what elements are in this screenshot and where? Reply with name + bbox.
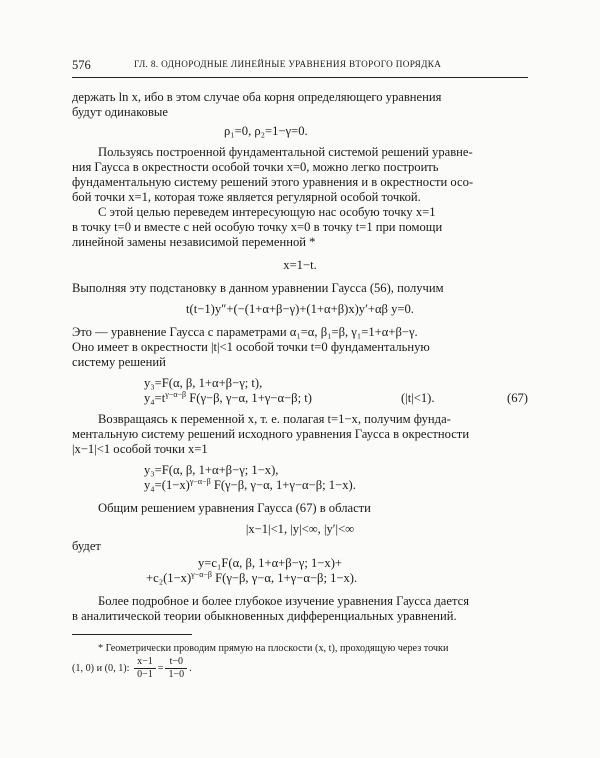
period: . xyxy=(189,662,192,674)
text-line: |x−1|<1 особой точки x=1 xyxy=(72,442,208,456)
eq-exponent: γ−α−β xyxy=(165,390,187,399)
fraction-denominator: 0−1 xyxy=(137,669,153,680)
equation-y4-t xyxy=(72,391,528,406)
text-line: систему решений xyxy=(72,355,166,369)
text-line: держать ln x, ибо в этом случае оба корня определяющего уравнения xyxy=(72,90,442,104)
page-number: 576 xyxy=(72,58,91,72)
equation-region: |x−1|<1, |y|<∞, |y′|<∞ xyxy=(245,522,355,536)
text-line: в аналитической теории обыкновенных дифференциальных уравнений. xyxy=(72,609,457,623)
footnote-rule xyxy=(72,634,192,635)
eq-part: y₄=t xyxy=(144,391,166,405)
text-line: Выполняя эту подстановку в данном уравнении Гаусса (56), получим xyxy=(72,281,444,295)
text-line: Возвращаясь к переменной x, т. е. полагая t=1−x, получим фунда- xyxy=(98,412,451,426)
fraction xyxy=(165,656,187,681)
fraction-numerator: t−0 xyxy=(165,656,187,669)
equation-number: (67) xyxy=(507,391,528,405)
text-line: будет xyxy=(72,539,101,553)
fraction-numerator: x−1 xyxy=(134,656,156,669)
equals-sign: = xyxy=(157,662,164,674)
equation-substitution: x=1−t. xyxy=(283,258,317,272)
text-line: фундаментальную систему решений этого уравнения и в окрестности осо- xyxy=(72,175,474,189)
eq-part: y₄=(1−x) xyxy=(144,478,190,492)
equation-y3-t: y₃=F(α, β, 1+α+β−γ; t), xyxy=(144,376,263,390)
running-title: ГЛ. 8. ОДНОРОДНЫЕ ЛИНЕЙНЫЕ УРАВНЕНИЯ ВТОРОГО ПОРЯДКА xyxy=(134,59,442,69)
footnote-line: * Геометрически проводим прямую на плоскости (x, t), проходящую через точки xyxy=(98,643,449,654)
fraction-denominator: 1−0 xyxy=(168,669,185,680)
eq-part: F(γ−β, γ−α, 1+γ−α−β; 1−x). xyxy=(212,571,358,585)
text-line: Это — уравнение Гаусса с параметрами α₁=α, β₁=β, γ₁=1+α+β−γ. xyxy=(72,325,418,339)
page-header xyxy=(72,58,528,78)
text-line: ния Гаусса в окрестности особой точки x=0, можно легко построить xyxy=(72,160,439,174)
equation-y4-x xyxy=(72,478,528,493)
text-line: С этой целью переведем интересующую нас особую точку x=1 xyxy=(98,205,436,219)
eq-part: F(γ−β, γ−α, 1+γ−α−β; t) xyxy=(186,391,312,405)
text-line: Более подробное и более глубокое изучение уравнения Гаусса дается xyxy=(98,594,470,608)
equation-gauss-t: t(t−1)y″+(−(1+α+β−γ)+(1+α+β)x)y′+αβ y=0. xyxy=(186,302,414,316)
text-line: бой точки x=1, которая тоже является регулярной особой точкой. xyxy=(72,190,421,204)
equation-rho: ρ₁=0, ρ₂=1−γ=0. xyxy=(224,124,308,138)
eq-exponent: γ−α−β xyxy=(191,570,212,579)
header-rule xyxy=(72,77,528,78)
eq-part: +c₂(1−x) xyxy=(146,571,192,585)
text-line: Общим решением уравнения Гаусса (67) в области xyxy=(98,501,371,515)
footnote-text: (1, 0) и (0, 1): xyxy=(72,662,130,674)
text-line: Пользуясь построенной фундаментальной системой решений уравне- xyxy=(98,145,473,159)
eq-condition: (|t|<1). xyxy=(401,391,435,405)
equation-general-2 xyxy=(72,571,528,586)
book-page xyxy=(72,58,528,680)
text-line: Оно имеет в окрестности |t|<1 особой точки t=0 фундаментальную xyxy=(72,340,430,354)
equation-y3-x: y₃=F(α, β, 1+α+β−γ; 1−x), xyxy=(144,463,279,477)
eq-part: F(γ−β, γ−α, 1+γ−α−β; 1−x). xyxy=(210,478,356,492)
text-line: в точку t=0 и вместе с ней особую точку x=0 в точку t=1 при помощи xyxy=(72,220,443,234)
fraction xyxy=(134,656,156,681)
text-line: ментальную систему решений исходного уравнения Гаусса в окрестности xyxy=(72,427,470,441)
footnote-formula xyxy=(72,656,528,681)
eq-exponent: γ−α−β xyxy=(189,477,211,486)
text-line: линейной замены независимой переменной * xyxy=(72,235,316,249)
page-body xyxy=(72,90,528,681)
equation-general-1: y=c₁F(α, β, 1+α+β−γ; 1−x)+ xyxy=(198,556,342,570)
text-line: будут одинаковые xyxy=(72,105,168,119)
